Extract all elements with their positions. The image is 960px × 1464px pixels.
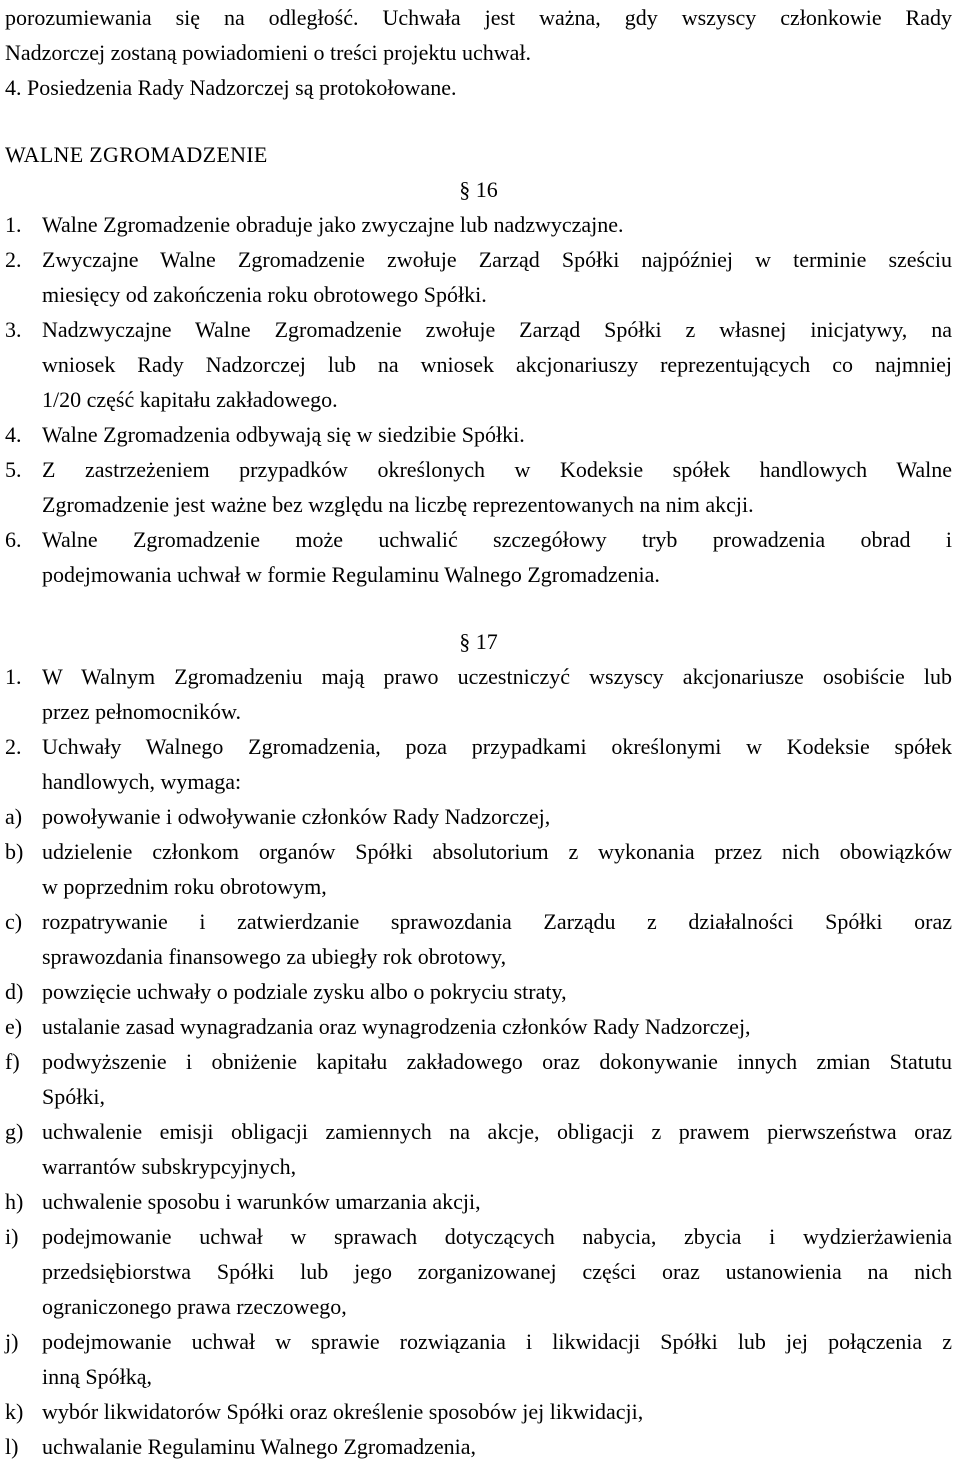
paragraph-17-letter-list	[5, 799, 952, 1464]
paragraph-16-item-line: podejmowania uchwał w formie Regulaminu Walnego Zgromadzenia.	[42, 562, 660, 587]
paragraph-16-item-number: 1.	[5, 212, 22, 237]
paragraph-16-item-line: Nadzwyczajne Walne Zgromadzenie zwołuje Zarząd Spółki z własnej inicjatywy, na	[42, 317, 952, 342]
paragraph-17-letter-item-number: g)	[5, 1119, 24, 1144]
paragraph-17-letter-item-line: uchwalenie sposobu i warunków umarzania akcji,	[42, 1189, 481, 1214]
intro-item-4: 4. Posiedzenia Rady Nadzorczej są protokołowane.	[5, 75, 457, 100]
paragraph-16-item-number: 3.	[5, 317, 22, 342]
paragraph-16-item-line: Zwyczajne Walne Zgromadzenie zwołuje Zarząd Spółki najpóźniej w terminie sześciu	[42, 247, 952, 272]
paragraph-16-item-line: Walne Zgromadzenie może uchwalić szczegółowy tryb prowadzenia obrad i	[42, 527, 952, 552]
paragraph-17-letter-item	[5, 1324, 952, 1394]
paragraph-17-title: § 17	[459, 629, 498, 654]
paragraph-17-item-line: handlowych, wymaga:	[42, 769, 242, 794]
paragraph-17-letter-item	[5, 974, 952, 1009]
paragraph-17-letter-item-line: uchwalanie Regulaminu Walnego Zgromadzenia,	[42, 1434, 477, 1459]
paragraph-17-letter-item-number: k)	[5, 1399, 24, 1424]
paragraph-17-letter-item-line: uchwalenie emisji obligacji zamiennych na akcje, obligacji z prawem pierwszeństwa oraz	[42, 1119, 952, 1144]
paragraph-16-item-line: Zgromadzenie jest ważne bez względu na liczbę reprezentowanych na nim akcji.	[42, 492, 754, 517]
paragraph-17-letter-item-line: powzięcie uchwały o podziale zysku albo o pokryciu straty,	[42, 979, 567, 1004]
paragraph-17-letter-item	[5, 904, 952, 974]
paragraph-17-item-text	[42, 729, 952, 799]
paragraph-17-letter-item-line: powoływanie i odwoływanie członków Rady Nadzorczej,	[42, 804, 551, 829]
paragraph-16-item-text	[42, 417, 952, 452]
paragraph-17-letter-item	[5, 834, 952, 904]
paragraph-17-letter-item-number: c)	[5, 909, 23, 934]
paragraph-17-letter-item-number: b)	[5, 839, 24, 864]
paragraph-16-item-line: Walne Zgromadzenie obraduje jako zwyczajne lub nadzwyczajne.	[42, 212, 624, 237]
paragraph-17-letter-item-number: a)	[5, 804, 23, 829]
intro-line-2: Nadzorczej zostaną powiadomieni o treści projektu uchwał.	[5, 40, 531, 65]
paragraph-16-item-line: Z zastrzeżeniem przypadków określonych w Kodeksie spółek handlowych Walne	[42, 457, 952, 482]
paragraph-16-item	[5, 312, 952, 417]
paragraph-16-list	[5, 207, 952, 592]
paragraph-17-letter-item-line: inną Spółką,	[42, 1364, 152, 1389]
paragraph-17-item-line: Uchwały Walnego Zgromadzenia, poza przypadkami określonymi w Kodeksie spółek	[42, 734, 952, 759]
paragraph-17-letter-item-line: w poprzednim roku obrotowym,	[42, 874, 327, 899]
paragraph-17-letter-item-text	[42, 1324, 952, 1394]
section-heading: WALNE ZGROMADZENIE	[5, 142, 268, 167]
paragraph-16-item-text	[42, 207, 952, 242]
paragraph-17-letter-item-number: d)	[5, 979, 24, 1004]
paragraph-17-letter-item-number: e)	[5, 1014, 23, 1039]
paragraph-17-letter-item-line: ustalanie zasad wynagradzania oraz wynagrodzenia członków Rady Nadzorczej,	[42, 1014, 751, 1039]
paragraph-16-item	[5, 452, 952, 522]
paragraph-17-letter-item-line: sprawozdania finansowego za ubiegły rok obrotowy,	[42, 944, 507, 969]
paragraph-17-letter-item-number: j)	[5, 1329, 19, 1354]
paragraph-16-item	[5, 417, 952, 452]
paragraph-17-item-number: 2.	[5, 734, 22, 759]
paragraph-17-item	[5, 729, 952, 799]
paragraph-17-letter-item-line: podejmowanie uchwał w sprawach dotyczących nabycia, zbycia i wydzierżawienia	[42, 1224, 952, 1249]
paragraph-16-item-number: 2.	[5, 247, 22, 272]
paragraph-17-letter-item-text	[42, 1044, 952, 1114]
paragraph-17-letter-item	[5, 1184, 952, 1219]
paragraph-17-letter-item	[5, 1009, 952, 1044]
paragraph-17-item-line: przez pełnomocników.	[42, 699, 241, 724]
paragraph-17-letter-item-text	[42, 974, 952, 1009]
paragraph-17-letter-item	[5, 1219, 952, 1324]
paragraph-17-letter-item-line: podejmowanie uchwał w sprawie rozwiązania i likwidacji Spółki lub jej połączenia z	[42, 1329, 952, 1354]
paragraph-16-item-line: Walne Zgromadzenia odbywają się w siedzibie Spółki.	[42, 422, 525, 447]
paragraph-17-letter-item-text	[42, 1114, 952, 1184]
paragraph-17-letter-item	[5, 799, 952, 834]
paragraph-17-letter-item-number: f)	[5, 1049, 20, 1074]
paragraph-16-item-number: 4.	[5, 422, 22, 447]
paragraph-17-letter-item-text	[42, 799, 952, 834]
paragraph-17-item-number: 1.	[5, 664, 22, 689]
paragraph-17-letter-item-line: wybór likwidatorów Spółki oraz określenie sposobów jej likwidacji,	[42, 1399, 644, 1424]
paragraph-16-item-line: wniosek Rady Nadzorczej lub na wniosek akcjonariuszy reprezentujących co najmniej	[42, 352, 952, 377]
paragraph-17-letter-item-line: ograniczonego prawa rzeczowego,	[42, 1294, 347, 1319]
paragraph-16-title: § 16	[459, 177, 498, 202]
paragraph-17-letter-item-number: i)	[5, 1224, 19, 1249]
paragraph-16-item-text	[42, 452, 952, 522]
paragraph-17-letter-item-line: udzielenie członkom organów Spółki absolutorium z wykonania przez nich obowiązków	[42, 839, 952, 864]
paragraph-16-item-text	[42, 242, 952, 312]
paragraph-17-letter-item-line: rozpatrywanie i zatwierdzanie sprawozdania Zarządu z działalności Spółki oraz	[42, 909, 952, 934]
paragraph-16-item	[5, 207, 952, 242]
paragraph-17-item-text	[42, 659, 952, 729]
paragraph-17-letter-item-line: przedsiębiorstwa Spółki lub jego zorganizowanej części oraz ustanowienia na nich	[42, 1259, 952, 1284]
paragraph-16-item-line: 1/20 część kapitału zakładowego.	[42, 387, 338, 412]
paragraph-16-item-number: 5.	[5, 457, 22, 482]
paragraph-17-letter-item	[5, 1394, 952, 1429]
paragraph-17-letter-item	[5, 1044, 952, 1114]
paragraph-17-letter-item-number: h)	[5, 1189, 24, 1214]
intro-line-1: porozumiewania się na odległość. Uchwała jest ważna, gdy wszyscy członkowie Rady	[5, 5, 952, 30]
paragraph-17-letter-item-number: l)	[5, 1434, 19, 1459]
paragraph-17-letter-item-line: warrantów subskrypcyjnych,	[42, 1154, 297, 1179]
paragraph-16-item-number: 6.	[5, 527, 22, 552]
paragraph-17-letter-item-text	[42, 1009, 952, 1044]
paragraph-17-item-line: W Walnym Zgromadzeniu mają prawo uczestniczyć wszyscy akcjonariusze osobiście lub	[42, 664, 952, 689]
paragraph-17-item	[5, 659, 952, 729]
paragraph-17-letter-item-text	[42, 1394, 952, 1429]
paragraph-16-item-text	[42, 312, 952, 417]
paragraph-17-letter-item-text	[42, 834, 952, 904]
paragraph-17-letter-item	[5, 1114, 952, 1184]
paragraph-17-letter-item-text	[42, 1184, 952, 1219]
paragraph-17-letter-item-line: podwyższenie i obniżenie kapitału zakładowego oraz dokonywanie innych zmian Statutu	[42, 1049, 952, 1074]
paragraph-17-letter-item-text	[42, 1429, 952, 1464]
paragraph-17-list	[5, 659, 952, 799]
paragraph-16-item-line: miesięcy od zakończenia roku obrotowego Spółki.	[42, 282, 487, 307]
paragraph-17-letter-item-line: Spółki,	[42, 1084, 105, 1109]
paragraph-16-item	[5, 522, 952, 592]
paragraph-17-letter-item-text	[42, 1219, 952, 1324]
paragraph-17-letter-item-text	[42, 904, 952, 974]
paragraph-17-letter-item	[5, 1429, 952, 1464]
paragraph-16-item	[5, 242, 952, 312]
paragraph-16-item-text	[42, 522, 952, 592]
